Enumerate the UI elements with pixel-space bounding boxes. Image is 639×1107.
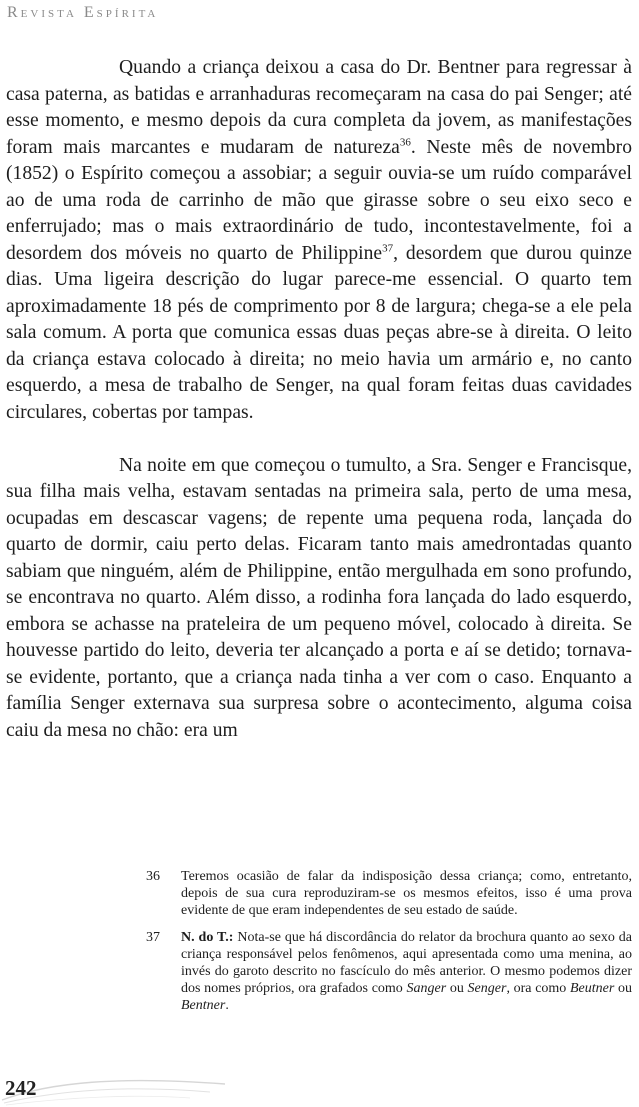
footnote-text: Teremos ocasião de falar da indisposição dessa criança; como, entretanto, depois de sua cura reproduziram-se os mesmos efeitos, isso é uma prova evidente de que eram independentes de seu estado de saúde. [181,869,632,919]
footnote-text-part: ou [614,981,633,997]
paragraph-1-part-b: . Neste mês de novembro (1852) o Espírito começou a assobiar; a seguir ouvia-se um ruído comparável ao de uma roda de carrinho de mão que girasse sobre o seu eixo seco e enferrujado; mas o mais extraordinário de tudo, incontestavelmente, foi a desordem dos móveis no quarto de Philippine [6,136,632,264]
name-senger: Senger [467,981,507,997]
name-beutner: Beutner [570,981,615,997]
footnote-number: 37 [146,929,160,945]
name-bentner: Bentner [181,998,226,1014]
footnote-text [181,929,632,1015]
running-header: Revista Espírita [7,4,159,21]
footnote-ref-37[interactable]: 37 [382,241,394,254]
name-sanger: Sanger [406,981,447,997]
footnotes [146,868,632,1024]
footnote-text-part: Nota-se que há discordância do relator da brochura quanto ao sexo da criança responsável pelos fenômenos, aqui apresentada como uma menina, ao invés do garoto descrito no fascículo do mês anterior. O mesmo podemos dizer dos nomes próprios, ora grafados como [181,929,632,997]
paragraph-1-part-a: Quando a criança deixou a casa do Dr. Bentner para regressar à casa paterna, as batidas e arranhaduras recomeçaram na casa do pai Senger; até esse momento, e mesmo depois da cura completa da jovem, as manifestações foram mais marcantes e mudaram de natureza [6,57,632,158]
footnote-36 [146,868,632,920]
paragraph-1-part-c: , desordem que durou quinze dias. Uma ligeira descrição do lugar parece-me essencial. O quarto tem aproximadamente 18 pés de comprimento por 8 de largura; chega-se a ele pela sala comum. A porta que comunica essas duas peças abre-se à direita. O leito da criança estava colocado à direita; no meio havia um armário e, no canto esquerdo, a mesa de trabalho de Senger, na qual foram feitas duas cavidades circulares, cobertas por tampas. [6,242,632,423]
paragraph-1 [6,55,632,426]
footnote-37 [146,929,632,1015]
footnote-text-part: . [225,998,229,1014]
footnote-text-part: , ora como [506,981,570,997]
translator-note-label: N. do T.: [181,929,234,945]
main-text [6,55,632,744]
footnote-number: 36 [146,869,160,884]
page-number: 242 [5,1076,37,1100]
footnote-ref-36[interactable]: 36 [399,135,411,148]
footnote-text-part: ou [446,981,468,997]
paragraph-2: Na noite em que começou o tumulto, a Sra. Senger e Francisque, sua filha mais velha, estavam sentadas na primeira sala, perto de uma mesa, ocupadas em descascar vagens; de repente uma pequena roda, lançada do quarto de dormir, caiu perto delas. Ficaram tanto mais amedrontadas quanto sabiam que ninguém, além de Philippine, então mergulhada em sono profundo, se encontrava no quarto. Além disso, a rodinha fora lançada do lado esquerdo, embora se achasse na prateleira de um pequeno móvel, colocado à direita. Se houvesse partido do leito, deveria ter alcançado a porta e aí se detido; tornava-se evidente, portanto, que a criança nada tinha a ver com o caso. Enquanto a família Senger externava sua surpresa sobre o acontecimento, alguma coisa caiu da mesa no chão: era um [6,454,632,741]
